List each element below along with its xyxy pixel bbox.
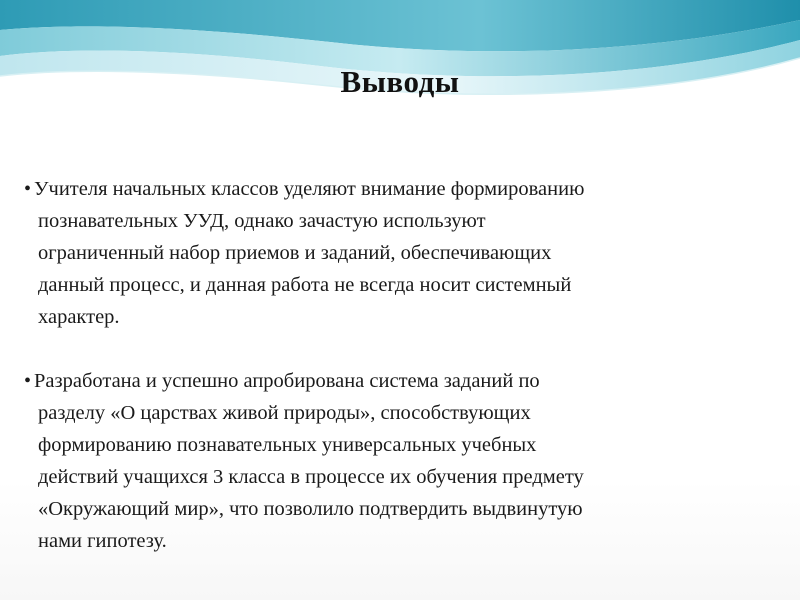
text-line: познавательных УУД, однако зачастую используют (38, 210, 486, 232)
conclusion-text-1 (36, 173, 764, 333)
text-line: характер. (38, 306, 120, 328)
text-line: Разработана и успешно апробирована система заданий по (34, 370, 540, 392)
text-line: данный процесс, и данная работа не всегда носит системный (38, 274, 572, 296)
conclusion-item-2 (24, 365, 764, 557)
text-line: разделу «О царствах живой природы», способствующих (38, 402, 531, 424)
conclusion-text-2 (36, 365, 764, 557)
text-line: «Окружающий мир», что позволило подтвердить выдвинутую (38, 498, 583, 520)
text-line: нами гипотезу. (38, 530, 167, 552)
bullet-dot-icon: • (24, 178, 32, 200)
conclusion-item-1 (24, 173, 764, 333)
conclusions-list (24, 173, 764, 557)
text-line: формированию познавательных универсальных учебных (38, 434, 537, 456)
text-line: действий учащихся 3 класса в процессе их обучения предмету (38, 466, 584, 488)
slide-title: Выводы (340, 64, 460, 99)
text-line: Учителя начальных классов уделяют внимание формированию (34, 178, 585, 200)
bullet-dot-icon: • (24, 370, 32, 392)
text-line: ограниченный набор приемов и заданий, обеспечивающих (38, 242, 552, 264)
